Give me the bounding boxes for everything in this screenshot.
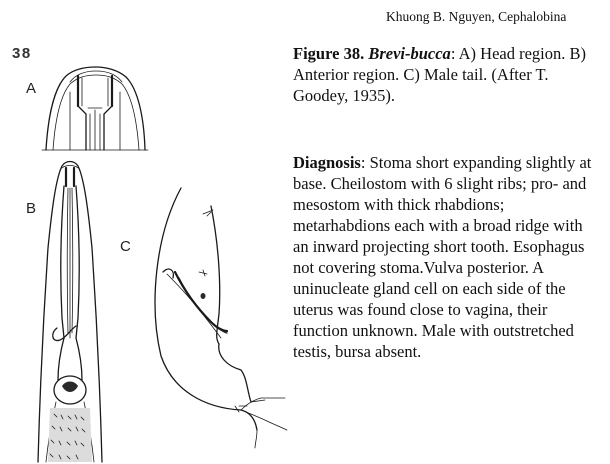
diagnosis-text: : Stoma short expanding slightly at base. Cheilostom with 6 slight ribs; pro- and mesostom with thick rhabdions; metarhabdions each with a broad ridge with an inward projecting short tooth. Esophagus not covering stoma.Vulva posterior. A uninucleate gland cell on each side of the uterus was found close to vagina, their function unknown. Male with outstretched testis, bursa absent. [293,153,592,361]
figure-caption [293,43,593,106]
anterior-region-drawing [30,158,110,463]
diagnosis-label: Diagnosis [293,153,361,172]
running-head: Khuong B. Nguyen, Cephalobina [386,9,567,24]
panel-label-c: C [120,238,131,255]
caption-genus: Brevi-bucca [368,44,451,63]
panel-label-a: A [26,80,37,97]
diagnosis-paragraph [293,152,593,362]
panel-label-b: B [26,200,37,217]
caption-text: : A) Head region. B) Anterior region. C) Male tail. (After T. Goodey, 1935). [293,44,586,105]
figure-number: 38 [12,45,32,62]
head-region-drawing [40,62,150,152]
male-tail-drawing [135,186,295,461]
caption-label: Figure 38. [293,44,365,63]
